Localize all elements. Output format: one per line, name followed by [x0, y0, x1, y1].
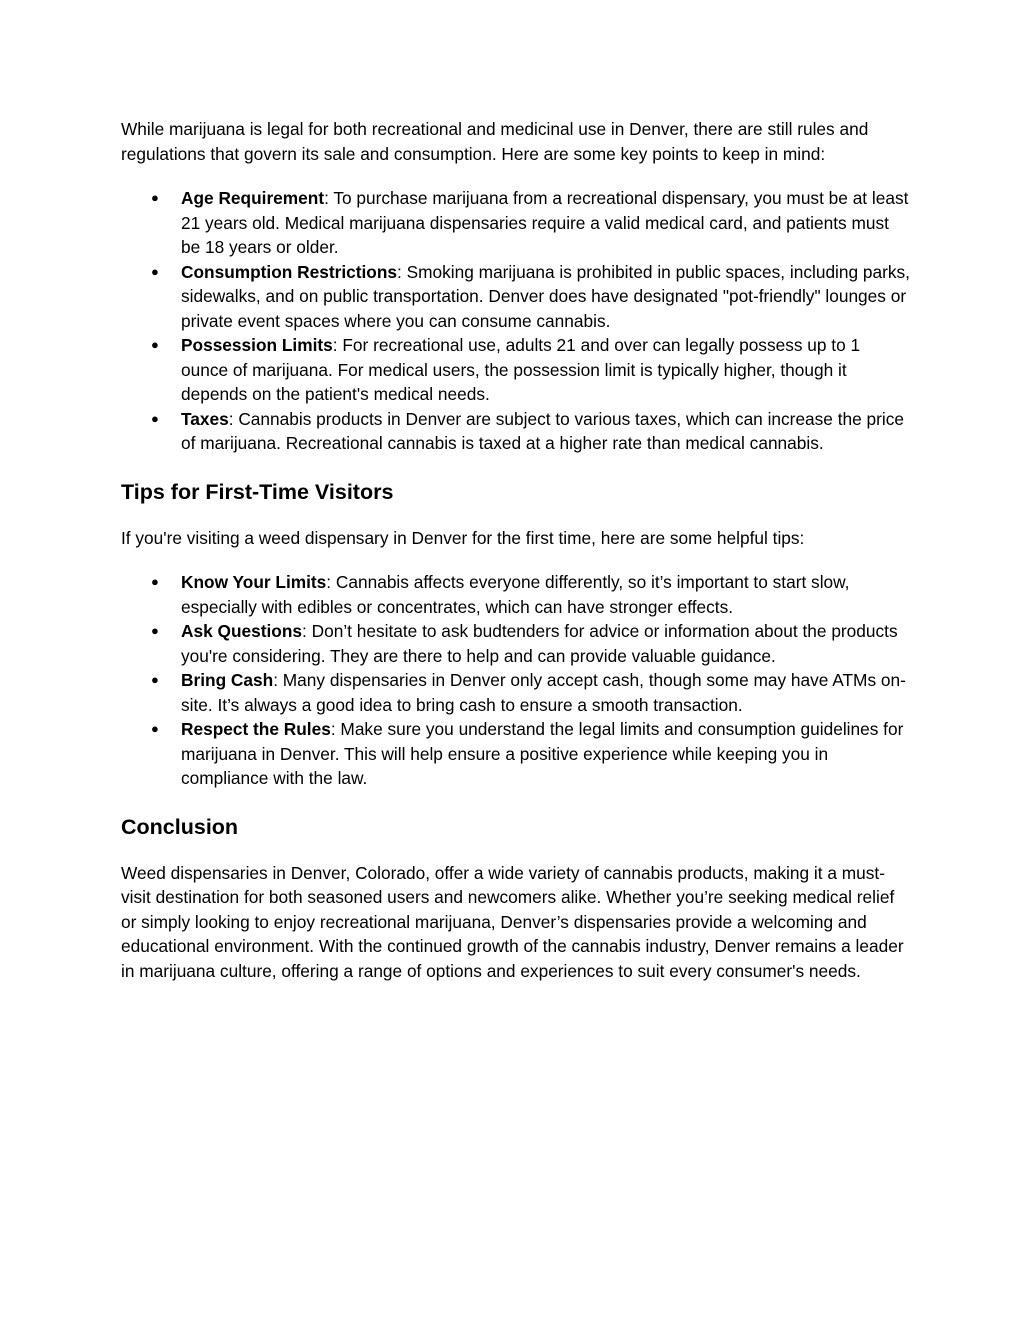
list-item-text: : Don’t hesitate to ask budtenders for advice or information about the products you're considering. They are there to help and can provide valuable guidance. [181, 621, 898, 666]
list-item [121, 333, 911, 407]
list-item-text: : Many dispensaries in Denver only accept cash, though some may have ATMs on-site. It’s always a good idea to bring cash to ensure a smooth transaction. [181, 670, 906, 715]
list-item-text: : To purchase marijuana from a recreational dispensary, you must be at least 21 years old. Medical marijuana dispensaries require a valid medical card, and patients must be 18 years or older. [181, 188, 909, 257]
list-item [121, 717, 911, 791]
list-item-term: Age Requirement [181, 188, 325, 208]
intro-paragraph: While marijuana is legal for both recreational and medicinal use in Denver, there are still rules and regulations that govern its sale and consumption. Here are some key points to keep in mind: [121, 119, 869, 164]
list-item-text: : Cannabis affects everyone differently, so it’s important to start slow, especially with edibles or concentrates, which can have stronger effects. [181, 572, 850, 617]
conclusion-heading: Conclusion [121, 814, 239, 839]
list-item-term: Consumption Restrictions [181, 261, 398, 282]
document-page [121, 117, 911, 983]
tips-heading: Tips for First-Time Visitors [121, 479, 394, 504]
bullet-icon: ● [151, 574, 159, 589]
bullet-icon: ● [151, 337, 159, 352]
list-item-term: Ask Questions [181, 621, 303, 641]
list-item [121, 260, 911, 334]
bullet-icon: ● [151, 721, 159, 736]
list-item-text: : For recreational use, adults 21 and over can legally possess up to 1 ounce of marijuana. For medical users, the possession limit is typically higher, though it depends on the patient's medical needs. [181, 335, 861, 404]
list-item [121, 186, 911, 260]
bullet-icon: ● [151, 672, 159, 687]
list-item [121, 668, 911, 717]
tips-list [121, 570, 911, 791]
bullet-icon: ● [151, 410, 159, 426]
list-item-term: Know Your Limits [181, 572, 327, 592]
conclusion-paragraph: Weed dispensaries in Denver, Colorado, offer a wide variety of cannabis products, making it a must-visit destination for both seasoned users and newcomers alike. Whether you’re seeking medical relief or simply looking to enjoy recreational marijuana, Denver’s dispensaries provide a welcoming and educational environment. With the continued growth of the cannabis industry, Denver remains a leader in marijuana culture, offering a range of options and experiences to suit every consumer's needs. [121, 862, 904, 981]
list-item-term: Taxes [181, 408, 229, 429]
list-item-term: Bring Cash [181, 670, 274, 690]
list-item-term: Respect the Rules [181, 719, 331, 739]
list-item-term: Possession Limits [181, 335, 333, 355]
list-item-text: : Smoking marijuana is prohibited in public spaces, including parks, sidewalks, and on public transportation. Denver does have designated "pot-friendly" lounges or private event spaces where you can consume cannabis. [181, 261, 910, 331]
list-item-text: : Cannabis products in Denver are subject to various taxes, which can increase the price of marijuana. Recreational cannabis is taxed at a higher rate than medical cannabis. [181, 408, 904, 453]
bullet-icon: ● [151, 263, 159, 279]
tips-intro-paragraph: If you're visiting a weed dispensary in Denver for the first time, here are some helpful tips: [121, 527, 805, 548]
bullet-icon: ● [151, 623, 159, 638]
list-item [121, 619, 911, 668]
rules-list [121, 186, 911, 456]
list-item [121, 407, 911, 456]
list-item [121, 570, 911, 619]
list-item-text: : Make sure you understand the legal limits and consumption guidelines for marijuana in Denver. This will help ensure a positive experience while keeping you in compliance with the law. [181, 719, 904, 788]
bullet-icon: ● [151, 190, 159, 205]
